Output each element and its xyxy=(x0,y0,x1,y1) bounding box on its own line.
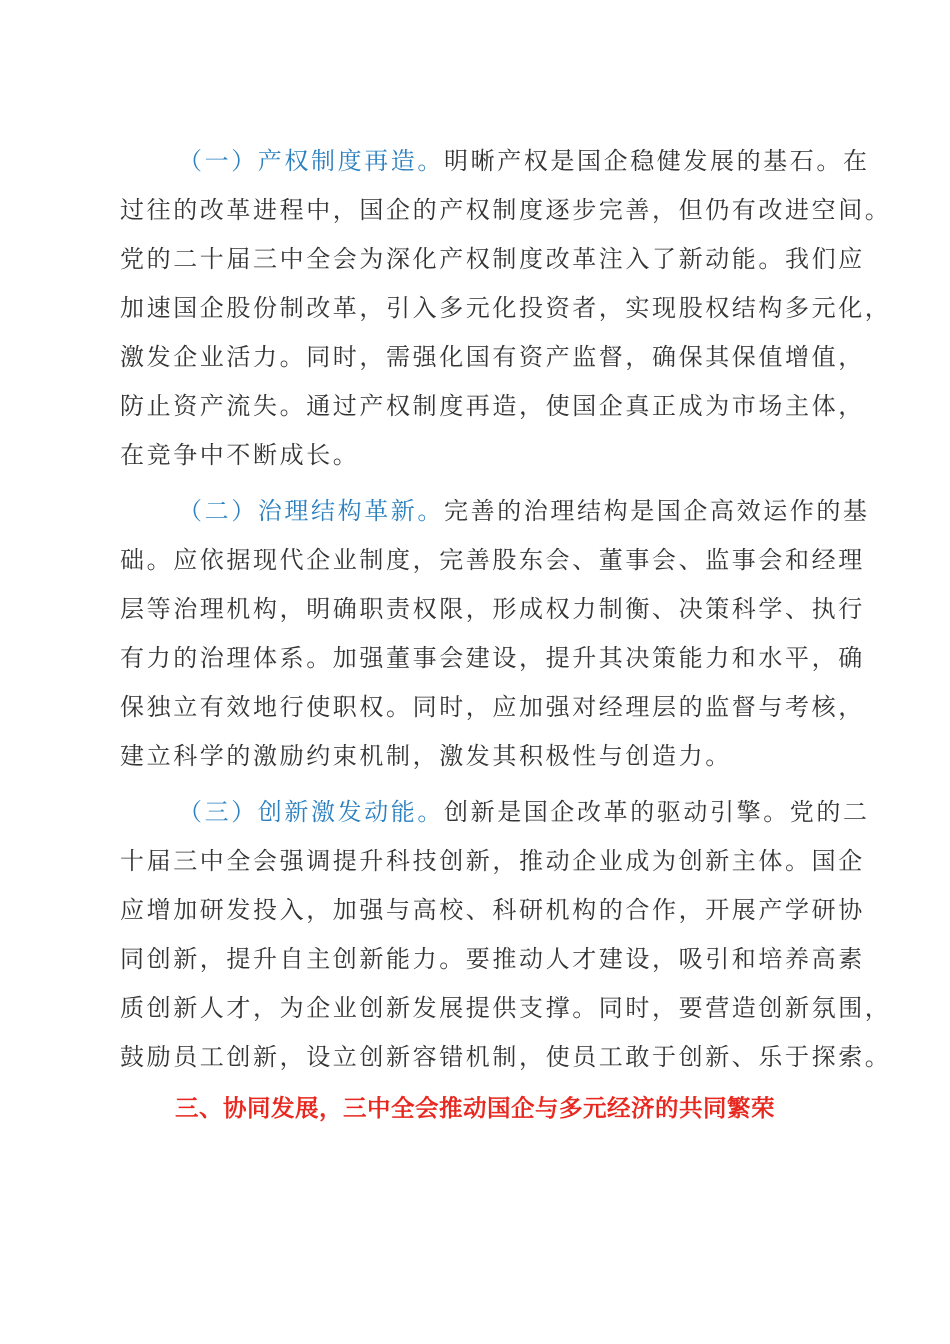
paragraph-line: 建立科学的激励约束机制，激发其积极性与创造力。 xyxy=(120,742,732,770)
section-1-lead: （一）产权制度再造。 xyxy=(178,147,444,175)
paragraph-line: 十届三中全会强调提升科技创新，推动企业成为创新主体。国企 xyxy=(120,847,865,875)
paragraph-line: 保独立有效地行使职权。同时，应加强对经理层的监督与考核， xyxy=(120,693,865,721)
paragraph-line: 础。应依据现代企业制度，完善股东会、董事会、监事会和经理 xyxy=(120,546,865,574)
section-1-paragraph xyxy=(120,137,892,480)
paragraph-line: 有力的治理体系。加强董事会建设，提升其决策能力和水平，确 xyxy=(120,644,865,672)
section-2-lead: （二）治理结构革新。 xyxy=(178,497,444,525)
paragraph-line: 防止资产流失。通过产权制度再造，使国企真正成为市场主体， xyxy=(120,392,865,420)
paragraph-line: 应增加研发投入，加强与高校、科研机构的合作，开展产学研协 xyxy=(120,896,865,924)
section-2-paragraph xyxy=(120,487,870,781)
paragraph-line: 加速国企股份制改革，引入多元化投资者，实现股权结构多元化， xyxy=(120,294,892,322)
section-heading: 三、协同发展，三中全会推动国企与多元经济的共同繁荣 xyxy=(175,1094,775,1122)
paragraph-line: 鼓励员工创新，设立创新容错机制，使员工敢于创新、乐于探索。 xyxy=(120,1043,892,1071)
paragraph-line: 同创新，提升自主创新能力。要推动人才建设，吸引和培养高素 xyxy=(120,945,865,973)
paragraph-line: 党的二十届三中全会为深化产权制度改革注入了新动能。我们应 xyxy=(120,245,865,273)
paragraph-line: 过往的改革进程中，国企的产权制度逐步完善，但仍有改进空间。 xyxy=(120,196,892,224)
section-3-lead: （三）创新激发动能。 xyxy=(178,798,444,826)
paragraph-line: （三）创新激发动能。创新是国企改革的驱动引擎。党的二 xyxy=(178,798,870,826)
paragraph-line: 质创新人才，为企业创新发展提供支撑。同时，要营造创新氛围， xyxy=(120,994,892,1022)
paragraph-line: 在竞争中不断成长。 xyxy=(120,441,360,469)
paragraph-line: （一）产权制度再造。明晰产权是国企稳健发展的基石。在 xyxy=(178,147,870,175)
paragraph-line: 激发企业活力。同时，需强化国有资产监督，确保其保值增值， xyxy=(120,343,865,371)
paragraph-line: （二）治理结构革新。完善的治理结构是国企高效运作的基 xyxy=(178,497,870,525)
paragraph-line: 层等治理机构，明确职责权限，形成权力制衡、决策科学、执行 xyxy=(120,595,865,623)
section-3-paragraph xyxy=(120,788,892,1082)
